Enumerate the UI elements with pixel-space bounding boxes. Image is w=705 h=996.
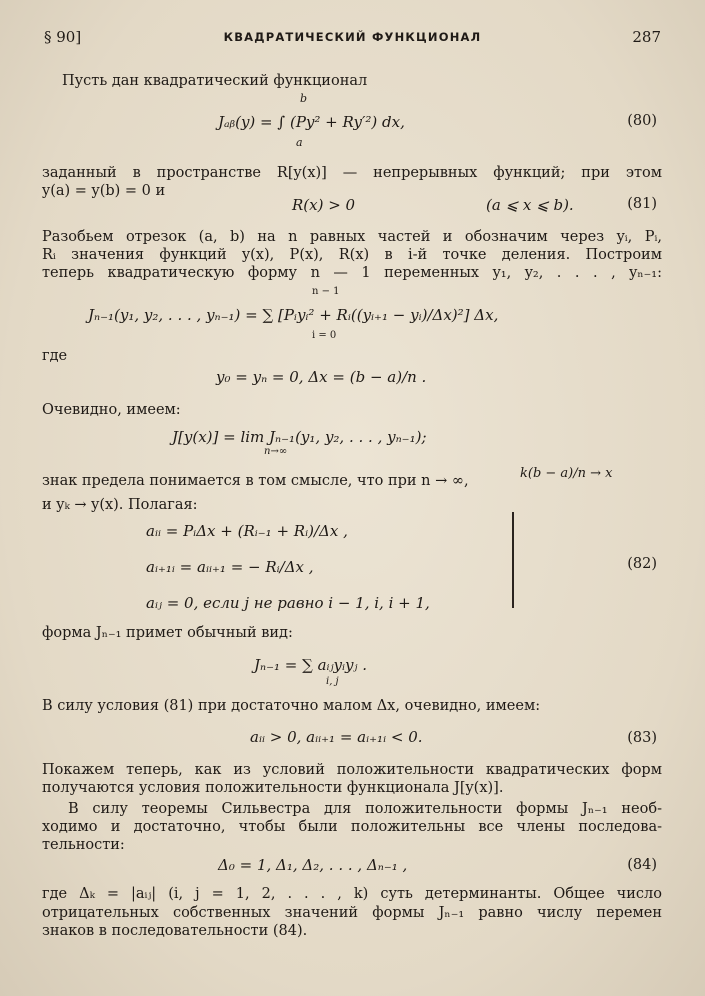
text-line-15: В силу теоремы Сильвестра для положительности формы Jₙ₋₁ необ-	[68, 801, 662, 817]
text-line-10: и yₖ → y(x). Полагая:	[42, 497, 198, 513]
equation-number-84: (84)	[627, 857, 657, 873]
text-line-2: заданный в пространстве R[y(x)] — непрерывных функций; при этом	[42, 165, 662, 181]
sum-lower-limit: i = 0	[312, 330, 337, 341]
text-line-17: тельности:	[42, 837, 125, 853]
text-line-4: Разобьем отрезок (a, b) на n равных частей и обозначим через yᵢ, Pᵢ,	[42, 229, 662, 245]
equation-83: aᵢᵢ > 0, aᵢᵢ₊₁ = aᵢ₊₁ᵢ < 0.	[250, 728, 423, 746]
equation-81-left: R(x) > 0	[292, 196, 356, 214]
sum-upper-limit: n − 1	[312, 286, 340, 297]
equation-form: Jₙ₋₁(y₁, y₂, . . . , yₙ₋₁) = ∑ [Pᵢyᵢ² + Rᵢ((yᵢ₊₁ − yᵢ)/Δx)²] Δx,	[88, 306, 499, 324]
equation-82-a: aᵢᵢ = PᵢΔx + (Rᵢ₋₁ + Rᵢ)/Δx ,	[146, 522, 348, 540]
text-line-18: где Δₖ = |aᵢⱼ| (i, j = 1, 2, . . . , k) суть детерминанты. Общее число	[42, 886, 662, 902]
text-line-5: Rᵢ значения функций y(x), P(x), R(x) в i-й точке деления. Построим	[42, 247, 662, 263]
equation-number-81: (81)	[627, 196, 657, 212]
equation-84: Δ₀ = 1, Δ₁, Δ₂, . . . , Δₙ₋₁ ,	[218, 856, 408, 874]
equation-k-fraction: k(b − a)/n → x	[520, 466, 613, 481]
equation-82-c: aᵢⱼ = 0, если j не равно i − 1, i, i + 1,	[146, 594, 430, 612]
integral-upper-limit: b	[300, 92, 308, 105]
page-number: 287	[632, 28, 661, 46]
equation-number-82: (82)	[627, 556, 657, 572]
system-brace	[512, 512, 514, 608]
section-marker: § 90]	[44, 28, 82, 46]
text-line-9: знак предела понимается в том смысле, что при n → ∞,	[42, 473, 469, 489]
equation-boundary: y₀ = yₙ = 0, Δx = (b − a)/n .	[216, 368, 427, 386]
text-line-16: ходимо и достаточно, чтобы были положительны все члены последова-	[42, 819, 662, 835]
equation-limit: J[y(x)] = lim Jₙ₋₁(y₁, y₂, . . . , yₙ₋₁);	[172, 428, 427, 446]
equation-sum: Jₙ₋₁ = ∑ aᵢⱼyᵢyⱼ .	[254, 656, 367, 674]
text-line-13: Покажем теперь, как из условий положительности квадратических форм	[42, 762, 662, 778]
integral-lower-limit: a	[296, 136, 303, 149]
equation-number-83: (83)	[627, 730, 657, 746]
text-line-11: форма Jₙ₋₁ примет обычный вид:	[42, 625, 293, 641]
text-line-14: получаются условия положительности функционала J[y(x)].	[42, 780, 504, 796]
text-line-3: y(a) = y(b) = 0 и	[42, 183, 166, 199]
text-line-7: где	[42, 348, 68, 364]
running-title: КВАДРАТИЧЕСКИЙ ФУНКЦИОНАЛ	[223, 30, 482, 44]
limit-subscript: n→∞	[264, 446, 288, 457]
equation-80: Jₐᵦ(y) = ∫ (Py² + Ry′²) dx,	[218, 113, 405, 131]
text-line-12: В силу условия (81) при достаточно малом Δx, очевидно, имеем:	[42, 698, 541, 714]
equation-number-80: (80)	[627, 113, 657, 129]
text-line-20: знаков в последовательности (84).	[42, 923, 308, 939]
sum-subscript: i, j	[326, 676, 339, 687]
text-line-6: теперь квадратическую форму n — 1 переменных y₁, y₂, . . . , yₙ₋₁:	[42, 265, 662, 281]
text-line-8: Очевидно, имеем:	[42, 402, 181, 418]
text-line-19: отрицательных собственных значений формы Jₙ₋₁ равно числу перемен	[42, 905, 662, 921]
equation-81-right: (a ⩽ x ⩽ b).	[486, 196, 574, 214]
text-line-1: Пусть дан квадратический функционал	[62, 73, 368, 89]
equation-82-b: aᵢ₊₁ᵢ = aᵢᵢ₊₁ = − Rᵢ/Δx ,	[146, 558, 314, 576]
